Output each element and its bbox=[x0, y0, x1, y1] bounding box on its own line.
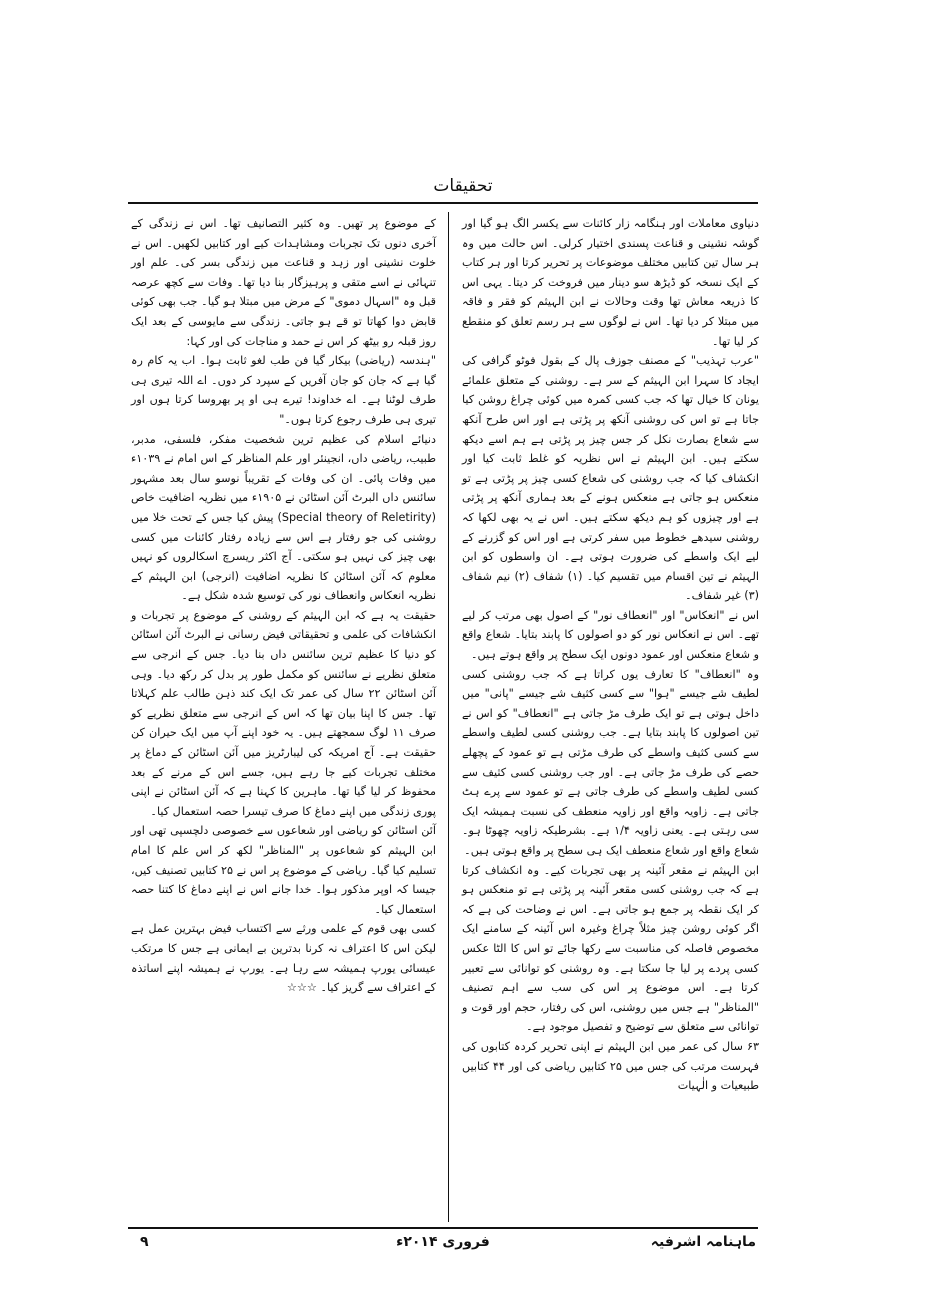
left-text-column bbox=[131, 214, 436, 998]
section-title: تحقیقات bbox=[433, 176, 493, 196]
right-text-column bbox=[462, 214, 759, 1096]
paragraph: کسی بھی قوم کے علمی ورثے سے اکتساب فیض بہترین عمل ہے لیکن اس کا اعتراف نہ کرنا بدترین بے ایمانی ہے جس کا مرتکب عیسائی یورپ ہمیشہ سے رہا ہے۔ یورپ نے ہمیشہ اپنے اساتذہ کے اعتراف سے گریز کیا۔ ☆☆☆ bbox=[131, 922, 436, 995]
magazine-name: ماہنامہ اشرفیہ bbox=[650, 1234, 756, 1250]
page-number: ۹ bbox=[140, 1234, 149, 1250]
issue-date: فروری ۲۰۱۴ء bbox=[396, 1234, 490, 1250]
paragraph: دنیائے اسلام کی عظیم ترین شخصیت مفکر، فلسفی، مدبر، طبیب، ریاضی داں، انجینئر اور علم المناظر کے اس امام نے ۱۰۳۹ء میں وفات پائی۔ ان کی وفات کے تقریباً نوسو سال بعد مشہور سائنس داں البرٹ آئن اسٹائن نے ۱۹۰۵ء میں نظریہ اضافیت خاص (Special theory of Reletirity) پیش کیا جس کے تحت خلا میں روشنی کی جو رفتار ہے اس سے زیادہ رفتار کائنات میں کسی بھی چیز کی نہیں ہو سکتی۔ آج اکثر ریسرچ اسکالروں کو نہیں معلوم کہ آئن اسٹائن کا نظریہ اضافیت (انرجی) ابن الہیثم کے نظریہ انعکاس وانعطاف نور کی توسیع شدہ شکل ہے۔ bbox=[131, 432, 436, 603]
paragraph: آئن اسٹائن کو ریاضی اور شعاعوں سے خصوصی دلچسپی تھی اور ابن الہیثم کو شعاعوں پر "المناظر" لکھ کر اس علم کا امام تسلیم کیا گیا۔ ریاضی کے موضوع پر اس نے ۲۵ کتابیں تصنیف کیں، جیسا کہ اوپر مذکور ہوا۔ خدا جانے اس نے اپنے دماغ کا کتنا حصہ استعمال کیا۔ bbox=[131, 824, 437, 916]
paragraph: حقیقت یہ ہے کہ ابن الہیثم کے روشنی کے موضوع پر تجربات و انکشافات کی علمی و تحقیقاتی فیض رسانی نے البرٹ آئن اسٹائن کو دنیا کا عظیم ترین سائنس داں بنا دیا۔ جس کے انرجی سے متعلق نظریے نے سائنس کو مکمل طور پر بدل کر رکھ دیا۔ وہی آئن اسٹائن ۲۲ سال کی عمر تک ایک کند ذہن طالب علم کہلاتا تھا۔ جس کا اپنا بیان تھا کہ اس کے انرجی سے متعلق نظریے کو صرف ۱۱ لوگ سمجھتے ہیں۔ یہ خود اپنے آپ میں ایک حیران کن حقیقت ہے۔ آج امریکہ کی لیبارٹریز میں آئن اسٹائن کے دماغ پر مختلف تجربات کیے جا رہے ہیں، جسے اس کے مرنے کے بعد محفوظ کر لیا گیا تھا۔ ماہرین کا کہنا ہے کہ آئن اسٹائن نے اپنی پوری زندگی میں اپنے دماغ کا صرف تیسرا حصہ استعمال کیا۔ bbox=[131, 608, 437, 818]
column-divider bbox=[448, 212, 449, 1222]
paragraph: دنیاوی معاملات اور ہنگامہ زار کائنات سے یکسر الگ ہو گیا اور گوشہ نشینی و قناعت پسندی اختیار کرلی۔ اس حالت میں وہ ہر سال تین کتابیں مختلف موضوعات پر تحریر کرتا اور ہر کتاب کے ایک نسخہ کو ڈیڑھ سو دینار میں فروخت کر دیتا۔ یہی اس کا ذریعہ معاش تھا وقت وحالات نے ابن الہیثم کو فقر و فاقہ میں مبتلا کر دیا تھا۔ اس نے لوگوں سے ہر رسم تعلق کو منقطع کر لیا تھا۔ bbox=[462, 217, 759, 348]
header-divider bbox=[128, 202, 758, 204]
paragraph: کے موضوع پر تھیں۔ وہ کثیر التصانیف تھا۔ اس نے زندگی کے آخری دنوں تک تجربات ومشاہدات کیے اور کتابیں لکھیں۔ اس نے خلوت نشینی اور زہد و قناعت میں زندگی بسر کی۔ علم اور تنہائی نے اسے متقی و پرہیزگار بنا دیا تھا۔ وفات سے کچھ عرصہ قبل وہ "اسہال دموی" کے مرض میں مبتلا ہو گیا۔ جب بھی کوئی قابض دوا کھاتا تو قے ہو جاتی۔ زندگی سے مایوسی کے بعد ایک روز قبلہ رو بیٹھ کر اس نے حمد و مناجات کی اور کہا: bbox=[131, 217, 436, 348]
paragraph: ۶۳ سال کی عمر میں ابن الہیثم نے اپنی تحریر کردہ کتابوں کی فہرست مرتب کی جس میں ۲۵ کتابیں ریاضی کی اور ۴۴ کتابیں طبیعیات و الٰہیات bbox=[462, 1039, 759, 1093]
paragraph: "عرب تہذیب" کے مصنف جوزف پال کے بقول فوٹو گرافی کی ایجاد کا سہرا ابن الہیثم کے سر ہے۔ روشنی کے متعلق علمائے یونان کا خیال تھا کہ جب کسی کمرہ میں کوئی چراغ روشن کیا جاتا ہے تو اس کی روشنی آنکھ پر پڑتی ہے اور اس طرح آنکھ سے شعاع بصارت نکل کر جس چیز پر پڑتی ہے ہم اسے دیکھ سکتے ہیں۔ ابن الہیثم نے اس نظریہ کو غلط ثابت کیا اور انکشاف کیا کہ جب روشنی کی شعاع کسی چیز پر پڑتی ہے تو منعکس ہو جاتی ہے منعکس ہونے کے بعد ہماری آنکھ پر پڑتی ہے اور چیزوں کو ہم دیکھ سکتے ہیں۔ اس نے یہ بھی لکھا کہ روشنی سیدھے خطوط میں سفر کرتی ہے اور اس کو گزرنے کے لیے ایک واسطے کی ضرورت ہوتی ہے۔ ان واسطوں کو ابن الہیثم نے تین اقسام میں تقسیم کیا۔ (۱) شفاف (۲) نیم شفاف (۳) غیر شفاف۔ bbox=[462, 354, 759, 603]
paragraph: ابن الہیثم نے مقعر آئینہ پر بھی تجربات کیے۔ وہ انکشاف کرتا ہے کہ جب روشنی کسی مقعر آئینہ پر پڑتی ہے تو منعکس ہو کر ایک نقطہ پر جمع ہو جاتی ہے۔ اس نے وضاحت کی ہے کہ اگر کوئی روشن چیز مثلاً چراغ وغیرہ اس آئینہ کے سامنے ایک مخصوص فاصلہ کی مناسبت سے رکھا جائے تو اس کا الٹا عکس کسی پردے پر لیا جا سکتا ہے۔ وہ روشنی کو توانائی سے تعبیر کرتا ہے۔ اس موضوع پر اس کی سب سے اہم تصنیف "المناظر" ہے جس میں روشنی، اس کی رفتار، حجم اور قوت و توانائی سے متعلق سے توضیح و تفصیل موجود ہے۔ bbox=[462, 863, 759, 1034]
quotation: "ہندسہ (ریاضی) بیکار گیا فن طب لغو ثابت ہوا۔ اب یہ کام رہ گیا ہے کہ جان کو جان آفریں کے سپرد کر دوں۔ اے اللہ تیری ہی طرف لوٹنا ہے۔ اے خداوند! تیرے ہی او پر بھروسا کرتا ہوں اور تیری ہی طرف رجوع کرتا ہوں۔" bbox=[131, 354, 436, 426]
footer-divider bbox=[128, 1227, 758, 1229]
paragraph: اس نے "انعکاس" اور "انعطاف نور" کے اصول بھی مرتب کر لیے تھے۔ اس نے انعکاس نور کو دو اصولوں کا پابند بتایا۔ شعاع واقع و شعاع منعکس اور عمود دونوں ایک سطح پر واقع ہوتے ہیں۔ bbox=[462, 608, 759, 662]
page-footer bbox=[128, 1234, 758, 1260]
paragraph: وہ "انعطاف" کا تعارف یوں کراتا ہے کہ جب روشنی کسی لطیف شے جیسے "ہوا" سے کسی کثیف شے جیسے "پانی" میں داخل ہوتی ہے تو ایک طرف مڑ جاتی ہے "انعطاف" کو اس نے تین اصولوں کا پابند بتایا ہے۔ جب روشنی کسی لطیف واسطے سے کسی کثیف واسطے کی طرف مڑتی ہے تو عمود کے پچھلے حصے کی طرف مڑ جاتی ہے۔ اور جب روشنی کسی کثیف سے کسی لطیف واسطے کی طرف جاتی ہے تو عمود سے پرے ہٹ جاتی ہے۔ زاویہ واقع اور زاویہ منعطف کی نسبت ہمیشہ ایک سی رہتی ہے۔ یعنی زاویہ ۱/۴ ہے۔ بشرطیکہ زاویہ چھوٹا ہو۔ شعاع واقع اور شعاع منعطف ایک ہی سطح پر واقع ہوتی ہیں۔ bbox=[462, 667, 759, 857]
